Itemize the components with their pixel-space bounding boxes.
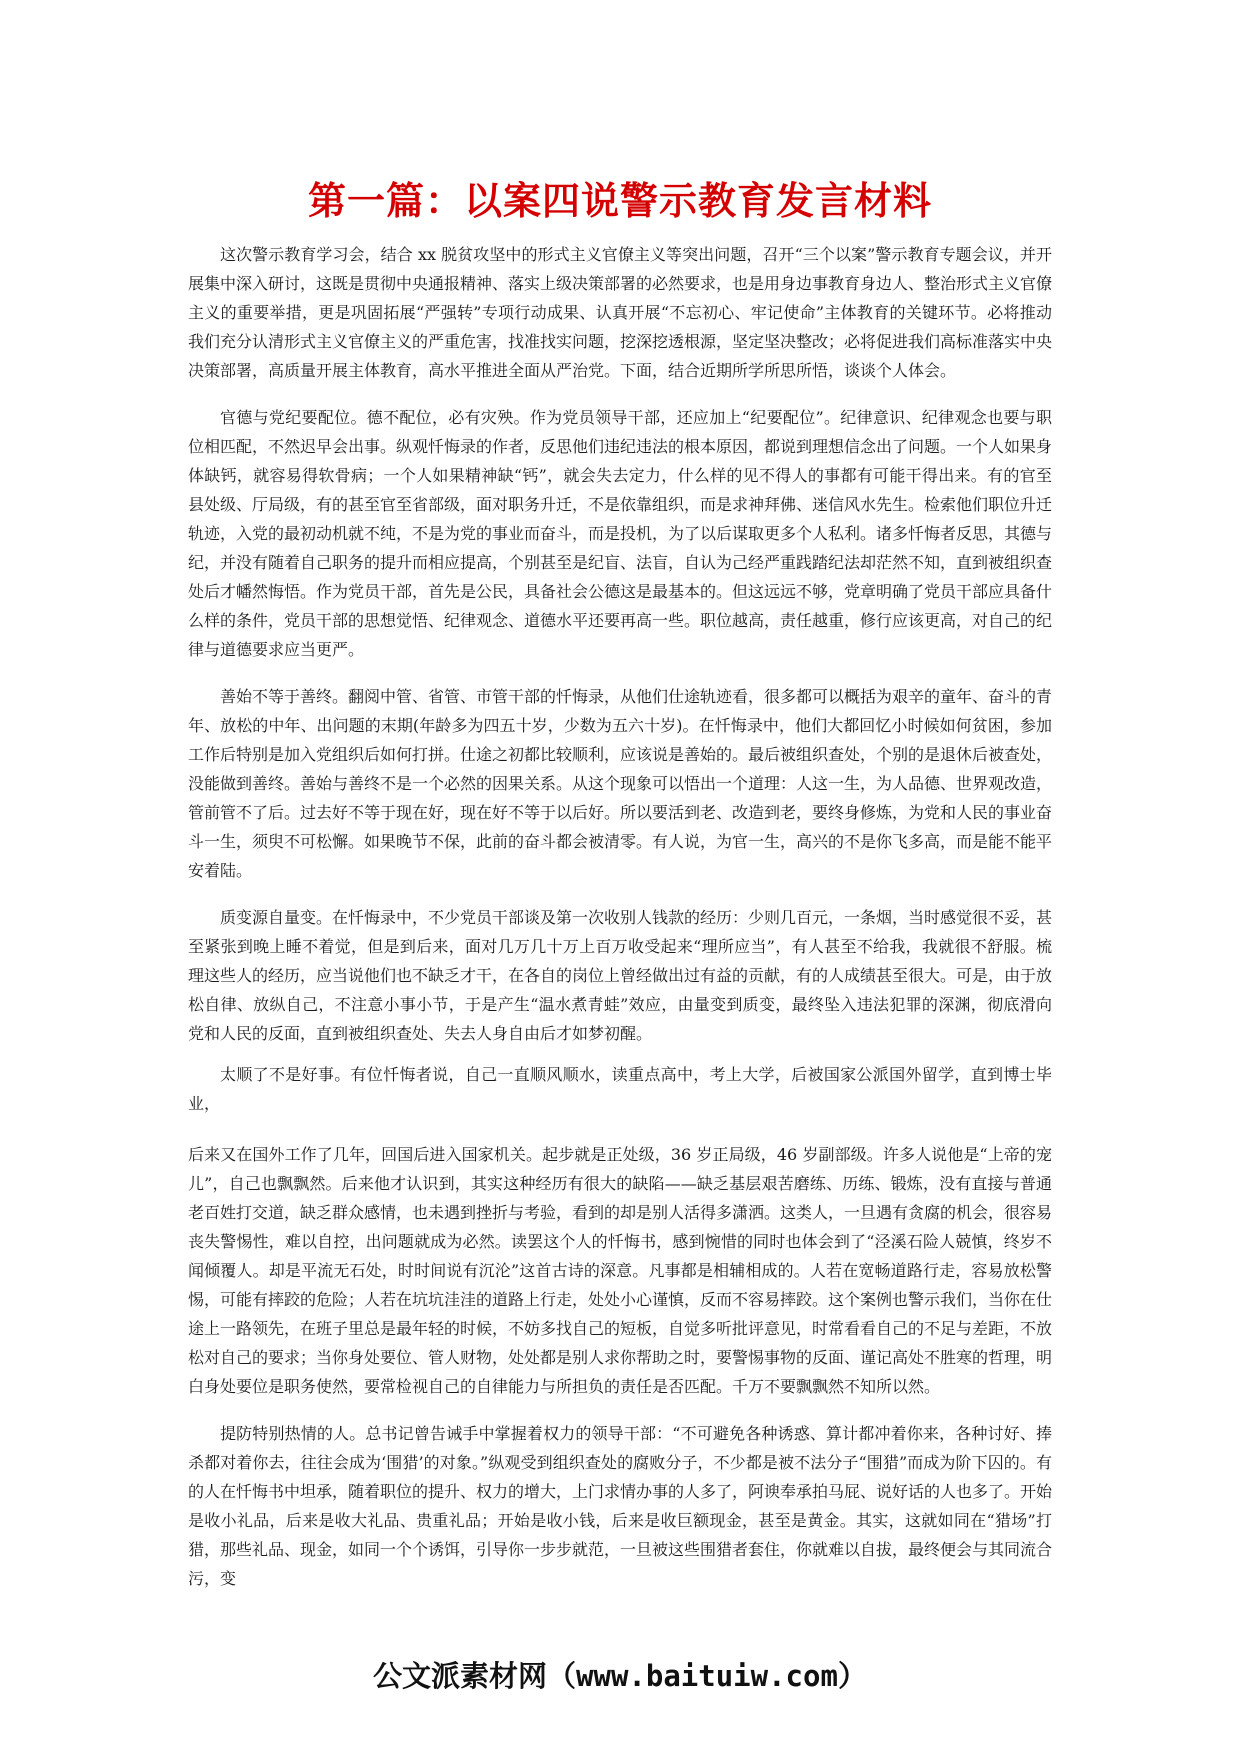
footer-site-name: 公文派素材网（	[373, 1659, 577, 1693]
document-body	[188, 240, 1052, 1593]
paragraph-taishun-continued: 后来又在国外工作了几年，回国后进入国家机关。起步就是正处级，36 岁正局级，46 岁副部级。许多人说他是“上帝的宠儿”，自己也飘飘然。后来他才认识到，其实这种经历有很大的缺陷——缺乏基层艰苦磨练、历练、锻炼，没有直接与普通老百姓打交道，缺乏群众感情，也未遇到挫折与考验，看到的却是别人活得多潇洒。这类人，一旦遇有贪腐的机会，很容易丧失警惕性，难以自控，出问题就成为必然。读罢这个人的忏悔书，感到惋惜的同时也体会到了“泾溪石险人兢慎，终岁不闻倾覆人。却是平流无石处，时时间说有沉沦”这首古诗的深意。凡事都是相辅相成的。人若在宽畅道路行走，容易放松警惕，可能有摔跤的危险；人若在坑坑洼洼的道路上行走，处处小心谨慎，反而不容易摔跤。这个案例也警示我们，当你在仕途上一路领先，在班子里总是最年轻的时候，不妨多找自己的短板，自觉多听批评意见，时常看看自己的不足与差距，不放松对自己的要求；当你身处要位、管人财物，处处都是别人求你帮助之时，要警惕事物的反面、谨记高处不胜寒的哲理，明白身处要位是职务使然，要常检视自己的自律能力与所担负的责任是否匹配。千万不要飘飘然不知所以然。	[188, 1145, 1053, 1396]
paragraph-shanshi: 善始不等于善终。翻阅中管、省管、市管干部的忏悔录，从他们仕途轨迹看，很多都可以概括为艰辛的童年、奋斗的青年、放松的中年、出问题的末期(年龄多为四五十岁，少数为五六十岁)。在忏悔录中，他们大都回忆小时候如何贫困，参加工作后特别是加入党组织后如何打拼。仕途之初都比较顺利，应该说是善始的。最后被组织查处，个别的是退休后被查处，没能做到善终。善始与善终不是一个必然的因果关系。从这个现象可以悟出一个道理：人这一生，为人品德、世界观改造，管前管不了后。过去好不等于现在好，现在好不等于以后好。所以要活到老、改造到老，要终身修炼，为党和人民的事业奋斗一生，须臾不可松懈。如果晚节不保，此前的奋斗都会被清零。有人说，为官一生，高兴的不是你飞多高，而是能不能平安着陆。	[188, 687, 1053, 880]
footer-url[interactable]: www.baituiw.com	[576, 1659, 838, 1693]
paragraph-taishun: 太顺了不是好事。有位忏悔者说，自己一直顺风顺水，读重点高中，考上大学，后被国家公派国外留学，直到博士毕业，	[188, 1065, 1052, 1113]
footer-close-paren: ）	[837, 1659, 867, 1693]
paragraph-intro: 这次警示教育学习会，结合 xx 脱贫攻坚中的形式主义官僚主义等突出问题，召开“三个以案”警示教育专题会议，并开展集中深入研讨，这既是贯彻中央通报精神、落实上级决策部署的必然要求，也是用身边事教育身边人、整治形式主义官僚主义的重要举措，更是巩固拓展“严强转”专项行动成果、认真开展“不忘初心、牢记使命”主体教育的关键环节。必将推动我们充分认清形式主义官僚主义的严重危害，找准找实问题，挖深挖透根源，坚定坚决整改；必将促进我们高标准落实中央决策部署，高质量开展主体教育，高水平推进全面从严治党。下面，结合近期所学所思所悟，谈谈个人体会。	[188, 245, 1053, 380]
paragraph-tifang: 提防特别热情的人。总书记曾告诫手中掌握着权力的领导干部：“不可避免各种诱惑、算计都冲着你来，各种讨好、捧杀都对着你去，往往会成为‘围猎’的对象。”纵观受到组织查处的腐败分子，不少都是被不法分子“围猎”而成为阶下囚的。有的人在忏悔书中坦承，随着职位的提升、权力的增大，上门求情办事的人多了，阿谀奉承拍马屁、说好话的人也多了。开始是收小礼品，后来是收大礼品、贵重礼品；开始是收小钱，后来是收巨额现金，甚至是黄金。其实，这就如同在“猎场”打猎，那些礼品、现金，如同一个个诱饵，引导你一步步就范，一旦被这些围猎者套住，你就难以自拔，最终便会与其同流合污，变	[188, 1424, 1053, 1588]
document-title: 第一篇：以案四说警示教育发言材料	[307, 179, 932, 223]
paragraph-zhibian: 质变源自量变。在忏悔录中，不少党员干部谈及第一次收别人钱款的经历：少则几百元，一条烟，当时感觉很不妥，甚至紧张到晚上睡不着觉，但是到后来，面对几万几十万上百万收受起来“理所应当”，有人甚至不给我，我就很不舒服。梳理这些人的经历，应当说他们也不缺乏才干，在各自的岗位上曾经做出过有益的贡献，有的人成绩甚至很大。可是，由于放松自律、放纵自己，不注意小事小节，于是产生“温水煮青蛙”效应，由量变到质变，最终坠入违法犯罪的深渊，彻底滑向党和人民的反面，直到被组织查处、失去人身自由后才如梦初醒。	[188, 908, 1053, 1043]
footer-watermark	[0, 1656, 1240, 1696]
paragraph-guande: 官德与党纪要配位。德不配位，必有灾殃。作为党员领导干部，还应加上“纪要配位”。纪律意识、纪律观念也要与职位相匹配，不然迟早会出事。纵观忏悔录的作者，反思他们违纪违法的根本原因，都说到理想信念出了问题。一个人如果身体缺钙，就容易得软骨病；一个人如果精神缺“钙”，就会失去定力，什么样的见不得人的事都有可能干得出来。有的官至县处级、厅局级，有的甚至官至省部级，面对职务升迁，不是依靠组织，而是求神拜佛、迷信风水先生。检索他们职位升迁轨迹，入党的最初动机就不纯，不是为党的事业而奋斗，而是投机，为了以后谋取更多个人私利。诸多忏悔者反思，其德与纪，并没有随着自己职务的提升而相应提高，个别甚至是纪盲、法盲，自认为己经严重践踏纪法却茫然不知，直到被组织查处后才幡然悔悟。作为党员干部，首先是公民，具备社会公德这是最基本的。但这远远不够，党章明确了党员干部应具备什么样的条件，党员干部的思想觉悟、纪律观念、道德水平还要再高一些。职位越高，责任越重，修行应该更高，对自己的纪律与道德要求应当更严。	[188, 408, 1053, 659]
